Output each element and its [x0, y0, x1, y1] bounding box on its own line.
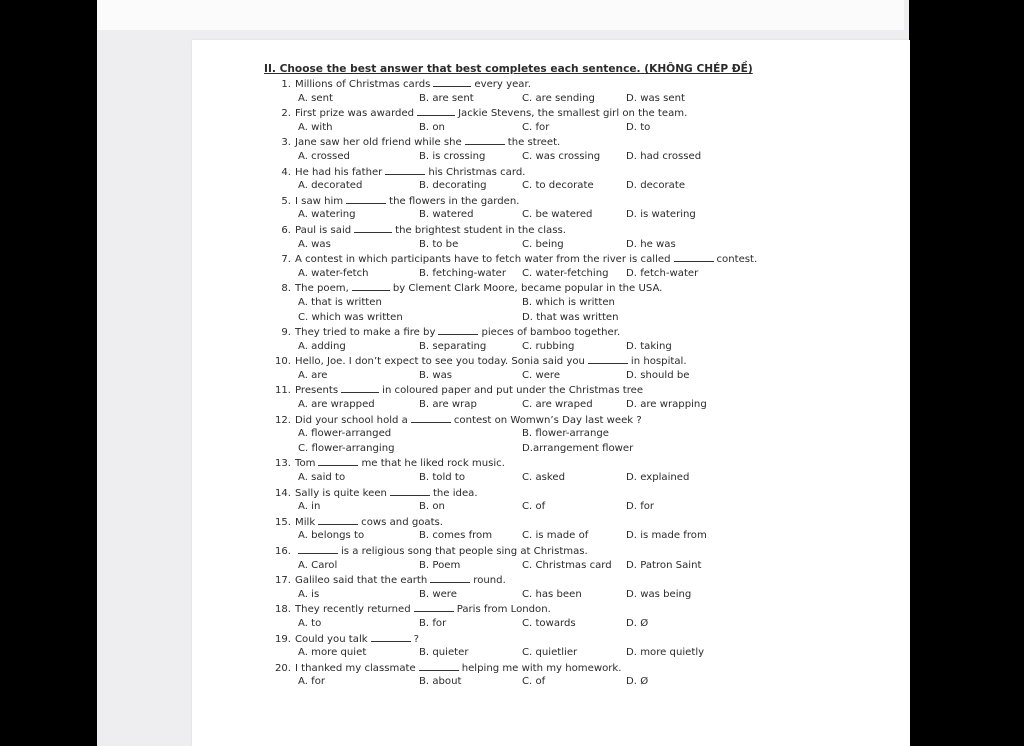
question-text-after-blank: the flowers in the garden.: [389, 195, 520, 207]
question-text-before-blank: The poem,: [295, 283, 349, 295]
question-text-after-blank: the brightest student in the class.: [395, 224, 566, 236]
question-number: 15.: [274, 516, 291, 528]
question-line: [264, 632, 894, 647]
answer-blank: [354, 223, 392, 233]
question-number: 9.: [281, 327, 291, 339]
question-number: 10.: [274, 356, 291, 368]
question-text-before-blank: Galileo said that the earth: [295, 575, 428, 587]
question-text-after-blank: Jackie Stevens, the smallest girl on the team.: [458, 108, 688, 120]
option-d: D. more quietly: [626, 647, 705, 659]
question-number: 14.: [274, 487, 291, 499]
question-line: [264, 325, 894, 340]
question-text-after-blank: Paris from London.: [456, 604, 551, 616]
option-c: C. to decorate: [522, 180, 594, 192]
option-c: C. Christmas card: [522, 559, 612, 571]
option-d: D. was sent: [626, 92, 685, 104]
option-d: D. he was: [626, 238, 676, 250]
option-right: B. flower-arrange: [522, 428, 609, 440]
options-row: [264, 92, 894, 107]
option-c: C. being: [522, 238, 564, 250]
option-b: B. was: [419, 369, 453, 381]
option-d: D. fetch-water: [626, 267, 699, 279]
question-text-after-blank: every year.: [474, 79, 531, 90]
option-a: A. in: [298, 501, 321, 513]
options-row: [264, 369, 894, 384]
question-line: [264, 413, 894, 428]
question-number: 3.: [281, 137, 291, 149]
options-row: [264, 208, 894, 223]
question-number: 19.: [274, 633, 291, 645]
question-text-after-blank: is a religious song that people sing at Christmas.: [341, 546, 588, 557]
heading-title: II. Choose the best answer that best completes each sentence.: [264, 63, 641, 75]
option-b: B. for: [419, 617, 447, 629]
question-text-before-blank: Sally is quite keen: [295, 487, 387, 499]
options-row: [264, 296, 894, 311]
question-text-before-blank: I saw him: [295, 195, 344, 207]
option-c: C. are wraped: [522, 399, 593, 411]
option-d: D. was being: [626, 588, 692, 600]
options-row: [264, 150, 894, 165]
option-c: C. are sending: [522, 92, 595, 104]
option-b: B. on: [419, 501, 445, 513]
option-c: C. rubbing: [522, 340, 575, 352]
question-text-before-blank: Millions of Christmas cards: [295, 79, 431, 90]
question-line: [264, 165, 894, 180]
option-a: A. decorated: [298, 180, 363, 192]
question-text-before-blank: Did your school hold a: [295, 414, 408, 426]
question-number: 7.: [281, 254, 291, 266]
option-left: A. that is written: [298, 296, 382, 308]
option-d: D. to: [626, 121, 651, 133]
option-c: C. for: [522, 121, 550, 133]
options-row: [264, 500, 894, 515]
options-row: [264, 121, 894, 136]
option-c: C. of: [522, 676, 546, 688]
option-c: C. towards: [522, 617, 576, 629]
question-number: 20.: [274, 662, 291, 674]
question-text-after-blank: pieces of bamboo together.: [481, 327, 621, 339]
option-a: A. more quiet: [298, 647, 367, 659]
option-b: B. are wrap: [419, 399, 477, 411]
question-text-after-blank: the street.: [507, 137, 561, 149]
question-text-after-blank: by Clement Clark Moore, became popular in the USA.: [392, 283, 663, 295]
question-text-before-blank: Presents: [295, 385, 339, 397]
question-number: 12.: [274, 414, 291, 426]
answer-blank: [318, 515, 358, 525]
question-number: 16.: [274, 546, 291, 557]
option-d: D. had crossed: [626, 150, 702, 162]
question-text-after-blank: contest on Womwn’s Day last week ?: [453, 414, 642, 426]
option-a: A. for: [298, 676, 326, 688]
answer-blank: [430, 573, 470, 583]
question-line: [264, 544, 894, 559]
answer-blank: [390, 486, 430, 496]
question-line: [264, 281, 894, 296]
option-c: C. be watered: [522, 209, 593, 221]
option-right: D. that was written: [522, 311, 619, 323]
question-text-after-blank: ?: [413, 633, 419, 645]
question-number: 5.: [281, 195, 291, 207]
option-a: A. is: [298, 588, 320, 600]
option-d: D. is made from: [626, 530, 707, 542]
option-b: B. comes from: [419, 530, 493, 542]
option-b: B. were: [419, 588, 457, 600]
option-b: B. fetching-water: [419, 267, 507, 279]
option-b: B. on: [419, 121, 445, 133]
question-text-before-blank: He had his father: [295, 166, 383, 178]
options-row: [264, 398, 894, 413]
options-row: [264, 646, 894, 661]
options-row: [264, 675, 894, 690]
option-c: C. is made of: [522, 530, 589, 542]
question-text-after-blank: his Christmas card.: [428, 166, 526, 178]
question-line: [264, 383, 894, 398]
answer-blank: [674, 252, 714, 262]
option-a: A. Carol: [298, 559, 338, 571]
options-row: [264, 311, 894, 326]
option-left: A. flower-arranged: [298, 428, 392, 440]
option-d: D. are wrapping: [626, 399, 707, 411]
option-b: B. decorating: [419, 180, 487, 192]
answer-blank: [465, 135, 505, 145]
answer-blank: [318, 456, 358, 466]
question-line: [264, 354, 894, 369]
answer-blank: [433, 77, 471, 87]
option-c: C. has been: [522, 588, 582, 600]
option-b: B. is crossing: [419, 150, 486, 162]
options-row: [264, 427, 894, 442]
options-row: [264, 559, 894, 574]
question-text-after-blank: helping me with my homework.: [461, 662, 622, 674]
question-text-after-blank: in hospital.: [630, 356, 687, 368]
answer-blank: [298, 544, 338, 554]
option-a: A. watering: [298, 209, 356, 221]
option-c: C. was crossing: [522, 150, 601, 162]
question-text-before-blank: They recently returned: [295, 604, 411, 616]
worksheet-page: [192, 40, 910, 746]
option-b: B. about: [419, 676, 462, 688]
answer-blank: [352, 281, 390, 291]
option-a: A. adding: [298, 340, 346, 352]
option-a: A. was: [298, 238, 331, 250]
answer-blank: [419, 661, 459, 671]
question-text-before-blank: First prize was awarded: [295, 108, 415, 120]
question-line: [264, 135, 894, 150]
question-list: [264, 77, 894, 690]
question-text-before-blank: A contest in which participants have to fetch water from the river is called: [295, 254, 671, 266]
question-line: [264, 661, 894, 676]
option-d: D. for: [626, 501, 655, 513]
question-number: 4.: [281, 166, 291, 178]
question-line: [264, 252, 894, 267]
option-left: C. flower-arranging: [298, 442, 395, 454]
option-left: C. which was written: [298, 311, 403, 323]
question-line: [264, 223, 894, 238]
question-text-before-blank: Could you talk: [295, 633, 368, 645]
options-row: [264, 442, 894, 457]
options-row: [264, 588, 894, 603]
option-a: A. are wrapped: [298, 399, 375, 411]
option-d: D. Ø: [626, 617, 649, 629]
option-c: C. asked: [522, 472, 566, 484]
answer-blank: [414, 602, 454, 612]
question-text-after-blank: the idea.: [432, 487, 478, 499]
question-text-after-blank: contest.: [716, 254, 758, 266]
option-d: D. should be: [626, 369, 690, 381]
option-right: B. which is written: [522, 296, 615, 308]
option-b: B. are sent: [419, 92, 474, 104]
previous-page-edge: [97, 0, 904, 30]
options-row: [264, 179, 894, 194]
option-c: C. of: [522, 501, 546, 513]
answer-blank: [371, 632, 411, 642]
answer-blank: [385, 165, 425, 175]
option-d: D. is watering: [626, 209, 696, 221]
question-text-before-blank: Jane saw her old friend while she: [295, 137, 462, 149]
question-number: 6.: [281, 224, 291, 236]
options-row: [264, 529, 894, 544]
question-text-before-blank: Hello, Joe. I don’t expect to see you today. Sonia said you: [295, 356, 585, 368]
option-a: A. water-fetch: [298, 267, 369, 279]
option-d: D. decorate: [626, 180, 686, 192]
image-viewport: [97, 0, 909, 746]
question-text-before-blank: I thanked my classmate: [295, 662, 416, 674]
answer-blank: [438, 325, 478, 335]
question-text-after-blank: cows and goats.: [361, 516, 444, 528]
question-text-before-blank: They tried to make a fire by: [295, 327, 436, 339]
options-row: [264, 471, 894, 486]
option-d: D. Ø: [626, 676, 649, 688]
question-number: 17.: [274, 575, 291, 587]
question-line: [264, 486, 894, 501]
question-line: [264, 602, 894, 617]
option-c: C. quietlier: [522, 647, 578, 659]
question-text-after-blank: in coloured paper and put under the Christmas tree: [382, 385, 644, 397]
section-heading: [264, 62, 894, 77]
question-line: [264, 77, 894, 92]
question-number: 11.: [274, 385, 291, 397]
options-row: [264, 617, 894, 632]
options-row: [264, 340, 894, 355]
answer-blank: [417, 106, 455, 116]
answer-blank: [411, 413, 451, 423]
option-c: C. were: [522, 369, 561, 381]
question-text-after-blank: me that he liked rock music.: [361, 458, 505, 470]
option-a: A. sent: [298, 92, 333, 104]
answer-blank: [346, 194, 386, 204]
answer-blank: [588, 354, 628, 364]
heading-note: (KHÔNG CHÉP ĐỀ): [644, 63, 753, 75]
question-text-before-blank: Paul is said: [295, 224, 352, 236]
option-b: B. to be: [419, 238, 459, 250]
option-a: A. crossed: [298, 150, 350, 162]
question-text-before-blank: Milk: [295, 516, 316, 528]
option-b: B. separating: [419, 340, 487, 352]
question-number: 2.: [281, 108, 291, 120]
question-number: 8.: [281, 283, 291, 295]
option-d: D. Patron Saint: [626, 559, 702, 571]
option-a: A. to: [298, 617, 322, 629]
option-b: B. quieter: [419, 647, 469, 659]
option-d: D. explained: [626, 472, 690, 484]
option-a: A. are: [298, 369, 328, 381]
question-number: 1.: [281, 79, 291, 90]
options-row: [264, 267, 894, 282]
question-line: [264, 194, 894, 209]
option-right: D.arrangement flower: [522, 442, 634, 454]
question-line: [264, 515, 894, 530]
answer-blank: [341, 383, 379, 393]
option-b: B. told to: [419, 472, 466, 484]
option-b: B. watered: [419, 209, 474, 221]
option-a: A. belongs to: [298, 530, 365, 542]
question-number: 13.: [274, 458, 291, 470]
question-text-after-blank: round.: [473, 575, 506, 587]
option-a: A. said to: [298, 472, 346, 484]
option-d: D. taking: [626, 340, 672, 352]
worksheet-content: [264, 62, 894, 690]
question-line: [264, 106, 894, 121]
option-a: A. with: [298, 121, 333, 133]
question-line: [264, 456, 894, 471]
option-b: B. Poem: [419, 559, 461, 571]
option-c: C. water-fetching: [522, 267, 609, 279]
options-row: [264, 238, 894, 253]
question-text-before-blank: Tom: [295, 458, 316, 470]
question-line: [264, 573, 894, 588]
question-number: 18.: [274, 604, 291, 616]
